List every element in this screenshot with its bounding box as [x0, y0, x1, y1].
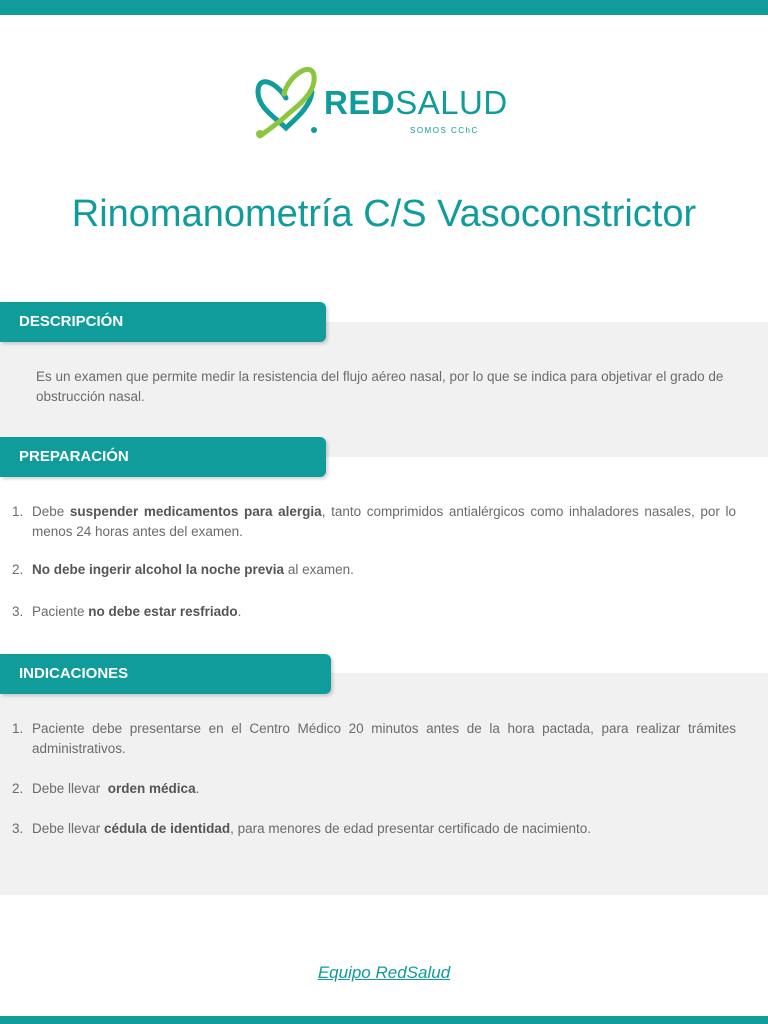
brand-name-light: SALUD — [395, 84, 508, 121]
preparacion-list — [12, 502, 736, 622]
brand-name-bold: RED — [324, 84, 396, 121]
list-item — [12, 502, 736, 542]
heart-stethoscope-icon — [254, 58, 324, 142]
brand-wordmark — [324, 86, 508, 119]
item-text: Debe — [32, 504, 70, 519]
list-item — [12, 779, 736, 799]
list-item — [12, 602, 736, 622]
top-accent-bar — [0, 0, 768, 15]
descripcion-heading: DESCRIPCIÓN — [0, 302, 326, 342]
list-number: 3. — [12, 821, 24, 836]
item-text: , tanto comprimidos antialérgicos como inhaladores nasales, por lo menos 24 horas antes del examen. — [32, 504, 736, 539]
item-bold-text: suspender medicamentos para alergia — [69, 504, 322, 519]
descripcion-text: Es un examen que permite medir la resistencia del flujo aéreo nasal, por lo que se indica para objetivar el grado de obstrucción nasal. — [36, 369, 724, 404]
preparacion-heading: PREPARACIÓN — [0, 437, 326, 477]
item-text: , para menores de edad presentar certificado de nacimiento. — [230, 821, 592, 836]
item-bold-text: cédula de identidad — [104, 821, 231, 836]
item-text: Debe llevar — [32, 821, 105, 836]
list-item — [12, 560, 736, 580]
list-number: 2. — [12, 781, 24, 796]
list-number: 3. — [12, 604, 24, 619]
item-text: Paciente — [32, 604, 89, 619]
list-item — [12, 819, 736, 839]
indicaciones-heading: INDICACIONES — [0, 654, 331, 694]
item-text: . — [195, 781, 200, 796]
list-number: 2. — [12, 562, 24, 577]
item-text: Debe llevar — [32, 781, 108, 796]
indicaciones-list — [12, 719, 736, 839]
list-number: 1. — [12, 721, 24, 736]
footer-team-link[interactable]: Equipo RedSalud — [317, 963, 451, 982]
brand-tagline: SOMOS CChC — [410, 126, 479, 135]
item-bold-text: No debe ingerir alcohol la noche previa — [32, 562, 285, 577]
bottom-accent-bar — [0, 1016, 768, 1024]
list-number: 1. — [12, 504, 24, 519]
page-title: Rinomanometría C/S Vasoconstrictor — [71, 193, 697, 235]
redsalud-logo — [254, 58, 508, 142]
item-text: . — [237, 604, 242, 619]
item-bold-text: no debe estar resfriado — [88, 604, 238, 619]
item-text: Paciente debe presentarse en el Centro Médico 20 minutos antes de la hora pactada, para realizar trámites administrativos. — [32, 721, 736, 756]
item-bold-text: orden médica — [107, 781, 196, 796]
list-item — [12, 719, 736, 759]
item-text: al examen. — [284, 562, 354, 577]
